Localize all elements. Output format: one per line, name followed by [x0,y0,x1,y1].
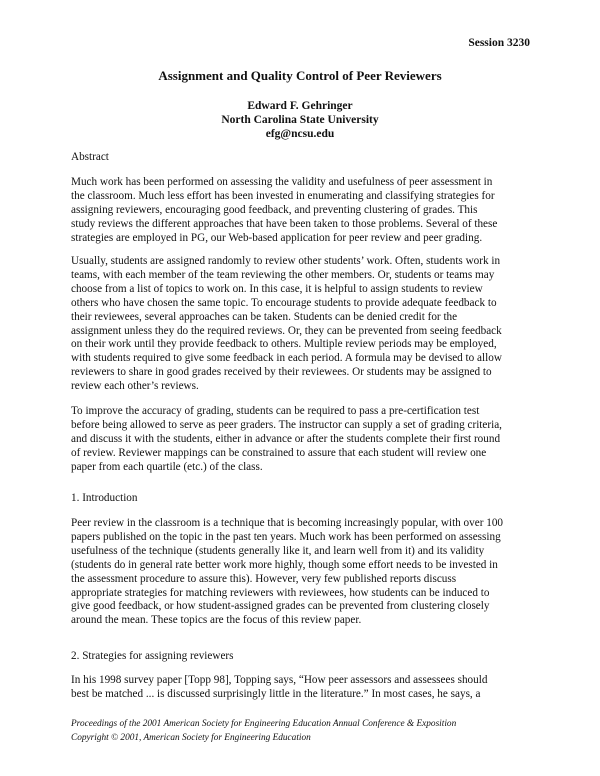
text-line: the classroom. Much less effort has been invested in enumerating and classifying strategies for [71,189,495,202]
session-number: Session 3230 [468,37,530,49]
text-line: usefulness of the technique (students generally like it, and learn well from it) and its validity [71,544,485,557]
text-line: To improve the accuracy of grading, students can be required to pass a pre-certification test [71,405,480,417]
section-1-heading: 1. Introduction [71,492,138,504]
text-line: their reviewees, several approaches can be taken. Students can be denied credit for the [71,310,458,323]
author-block [0,99,600,141]
text-line: of review. Reviewer mappings can be constrained to assure that each student will review one [71,446,487,459]
text-line: give good feedback, or how student-assigned grades can be prevented from clustering closely [71,600,490,613]
text-line: around the mean. These topics are the focus of this review paper. [71,614,362,627]
author-name: Edward F. Gehringer [247,100,353,112]
text-line: reviewers to share in good grades received by their reviewees. Or students may be assigned to [71,366,492,379]
footer-proceedings: Proceedings of the 2001 American Society for Engineering Education Annual Conference & Exposition [71,719,457,729]
text-line: strategies are employed in PG, our Web-based application for peer review and peer grading. [71,231,483,244]
page-footer [71,717,456,745]
text-line: appropriate strategies for matching reviewers with reviewees, how students can be induced to [71,586,490,599]
abstract-heading: Abstract [71,151,109,163]
text-line: Much work has been performed on assessing the validity and usefulness of peer assessment in [71,176,493,188]
text-line: papers published on the topic in the past ten years. Much work has been performed on assessing [71,530,501,543]
section-2-paragraph [71,674,533,702]
text-line: choose from a list of topics to work on. In this case, it is helpful to assign students to review [71,282,483,295]
text-line: study reviews the different approaches that have been taken to those problems. Several of these [71,217,498,230]
text-line: In his 1998 survey paper [Topp 98], Topping says, “How peer assessors and assessees should [71,674,488,686]
section-2-heading: 2. Strategies for assigning reviewers [71,650,234,662]
text-line: best be matched ... is discussed surprisingly little in the literature.” In most cases, he says, a [71,687,481,700]
author-email: efg@ncsu.edu [265,128,335,140]
text-line: Peer review in the classroom is a technique that is becoming increasingly popular, with over 100 [71,517,504,529]
text-line: others who have chosen the same topic. To encourage students to provide adequate feedback to [71,296,497,309]
text-line: assigning reviewers, encouraging good feedback, and preventing clustering of grades. This [71,203,478,216]
text-line: assignment unless they do the required reviews. Or, they can be prevented from seeing feedback [71,324,502,337]
text-line: with students required to give some feedback in each period. A formula may be devised to allow [71,352,502,365]
text-line: Usually, students are assigned randomly to review other students’ work. Often, students work in [71,255,501,267]
text-line: and discuss it with the students, either in advance or after the students complete their first round [71,432,501,445]
footer-copyright: Copyright © 2001, American Society for Engineering Education [71,733,311,743]
author-affiliation: North Carolina State University [221,114,379,126]
text-line: (students do in general rate better work more highly, though some effort needs to be invested in [71,558,498,571]
text-line: the assessment procedure to assure this). However, very few published reports discuss [71,572,457,585]
text-line: review each other’s reviews. [71,380,199,393]
abstract-paragraph-1 [71,176,533,246]
text-line: paper from each quartile (etc.) of the class. [71,460,263,473]
text-line: teams, with each member of the team reviewing the other members. Or, students or teams may [71,268,495,281]
section-1-paragraph [71,517,533,628]
paper-title: Assignment and Quality Control of Peer Reviewers [158,68,442,83]
abstract-paragraph-3 [71,405,533,475]
text-line: on their work until they provide feedback to others. Multiple review periods may be employed, [71,338,497,351]
text-line: before being allowed to serve as peer graders. The instructor can supply a set of grading criteria, [71,418,502,431]
abstract-paragraph-2 [71,255,533,394]
